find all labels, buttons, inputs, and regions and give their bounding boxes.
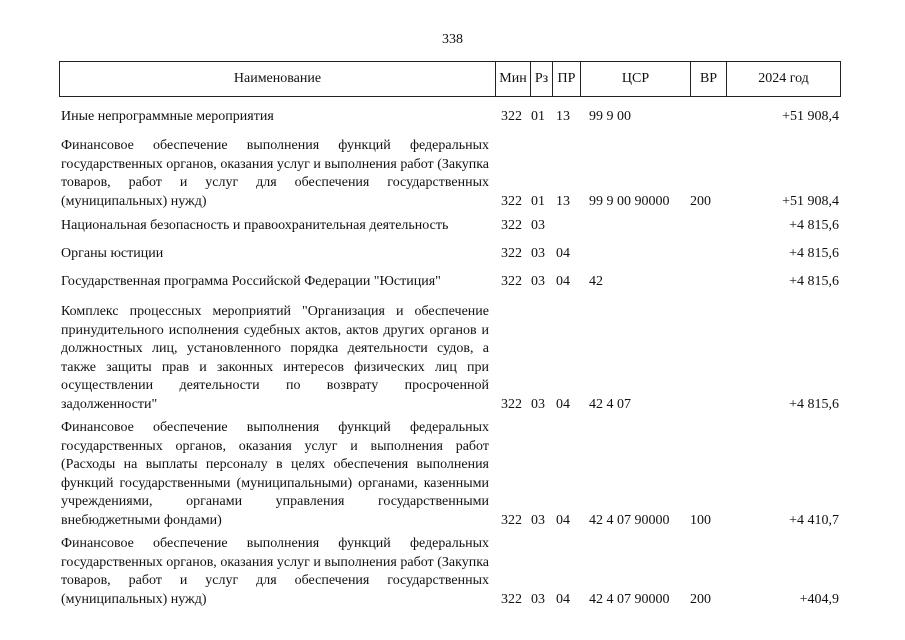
row-amount: +4 815,6 — [789, 274, 839, 289]
row-name: Государственная программа Российской Федерации "Юстиция" — [61, 274, 441, 289]
row-min: 322 — [501, 246, 522, 261]
row-min: 322 — [501, 274, 522, 289]
row-min: 322 — [501, 397, 522, 412]
row-pr: 04 — [556, 246, 570, 261]
row-name: Комплекс процессных мероприятий "Организация и обеспечение принудительного исполнения судебных актов, актов других органов и должностных лиц, установленного порядка деятельности судов, а также защиты прав и законных интересов физических лиц при осуществлении деятельности по возврату просроченной задолженности" — [61, 304, 489, 412]
row-amount: +4 815,6 — [789, 397, 839, 412]
table-row — [61, 419, 841, 530]
row-rz: 03 — [531, 397, 545, 412]
row-rz: 03 — [531, 218, 545, 233]
row-pr: 04 — [556, 513, 570, 528]
header-rz: Рз — [531, 62, 553, 96]
row-csr: 42 — [589, 274, 603, 289]
row-amount: +4 815,6 — [789, 218, 839, 233]
row-vr: 100 — [690, 513, 711, 528]
row-amount: +404,9 — [799, 592, 839, 607]
table-row — [61, 273, 841, 291]
row-name: Финансовое обеспечение выполнения функций федеральных государственных органов, оказания услуг и выполнения работ (Расходы на выплаты персоналу в целях обеспечения выполнения функций государственными (муниципальными) органами, казенными учреждениями, органами управления государственными внебюджетными фондами) — [61, 420, 489, 528]
header-min: Мин — [496, 62, 531, 96]
row-pr: 13 — [556, 194, 570, 209]
row-rz: 01 — [531, 194, 545, 209]
table-header — [59, 61, 841, 97]
row-pr: 04 — [556, 397, 570, 412]
table-row — [61, 303, 841, 414]
row-amount: +51 908,4 — [782, 194, 839, 209]
row-pr: 04 — [556, 592, 570, 607]
header-vr: ВР — [691, 62, 727, 96]
page-number: 338 — [442, 32, 463, 47]
row-csr: 42 4 07 — [589, 397, 631, 412]
row-csr: 99 9 00 — [589, 109, 631, 124]
row-name: Национальная безопасность и правоохранительная деятельность — [61, 218, 449, 233]
row-amount: +4 410,7 — [789, 513, 839, 528]
row-name: Органы юстиции — [61, 246, 164, 261]
row-name: Финансовое обеспечение выполнения функций федеральных государственных органов, оказания услуг и выполнения работ (Закупка товаров, работ и услуг для обеспечения государственных (муниципальных) нужд) — [61, 536, 489, 607]
table-row — [61, 137, 841, 211]
table-row — [61, 245, 841, 263]
table-row — [61, 217, 841, 235]
table-row — [61, 535, 841, 609]
row-rz: 03 — [531, 513, 545, 528]
header-year: 2024 год — [758, 71, 809, 86]
row-pr: 13 — [556, 109, 570, 124]
row-amount: +4 815,6 — [789, 246, 839, 261]
row-amount: +51 908,4 — [782, 109, 839, 124]
row-min: 322 — [501, 109, 522, 124]
row-rz: 03 — [531, 592, 545, 607]
row-pr: 04 — [556, 274, 570, 289]
header-name: Наименование — [60, 62, 496, 96]
row-min: 322 — [501, 218, 522, 233]
row-min: 322 — [501, 194, 522, 209]
row-min: 322 — [501, 513, 522, 528]
row-rz: 01 — [531, 109, 545, 124]
row-min: 322 — [501, 592, 522, 607]
row-csr: 99 9 00 90000 — [589, 194, 670, 209]
row-csr: 42 4 07 90000 — [589, 513, 670, 528]
row-csr: 42 4 07 90000 — [589, 592, 670, 607]
header-csr: ЦСР — [581, 62, 691, 96]
row-rz: 03 — [531, 246, 545, 261]
row-vr: 200 — [690, 194, 711, 209]
row-rz: 03 — [531, 274, 545, 289]
row-name: Финансовое обеспечение выполнения функций федеральных государственных органов, оказания услуг и выполнения работ (Закупка товаров, работ и услуг для обеспечения государственных (муниципальных) нужд) — [61, 138, 489, 209]
row-name: Иные непрограммные мероприятия — [61, 109, 274, 124]
table-row — [61, 108, 841, 126]
header-pr: ПР — [553, 62, 581, 96]
row-vr: 200 — [690, 592, 711, 607]
